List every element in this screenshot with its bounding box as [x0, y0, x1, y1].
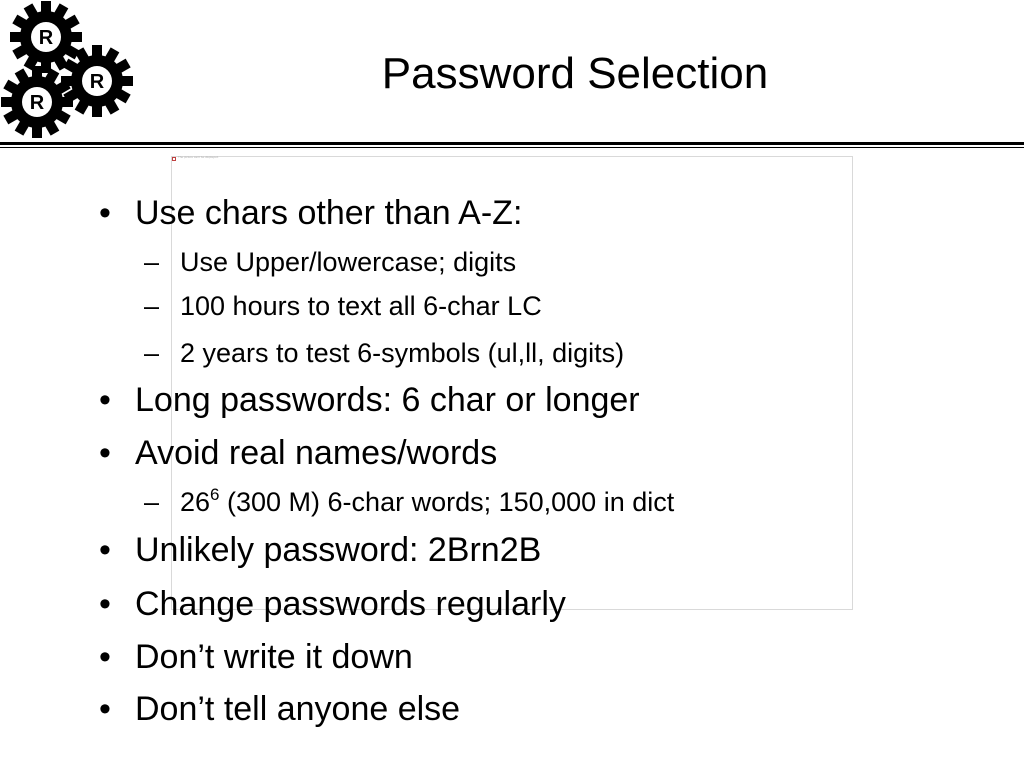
bullet-marker: •: [99, 638, 111, 676]
title-divider-thin: [0, 147, 1024, 148]
bullet-marker: •: [99, 690, 111, 728]
bullet-text: Use chars other than A-Z:: [135, 194, 523, 232]
title-divider-thick: [0, 142, 1024, 145]
gears-logo: [0, 0, 140, 140]
bullet-marker: •: [99, 381, 111, 419]
image-placeholder-caption: The picture can't be displayed.: [178, 155, 219, 159]
gear-top-letter: R: [38, 27, 54, 49]
sub-bullet-text: Use Upper/lowercase; digits: [180, 247, 517, 277]
bullet-text: Don’t tell anyone else: [135, 690, 461, 728]
sub-bullet-marker: –: [144, 247, 160, 277]
sub-bullet-text-rest: (300 M) 6-char words; 150,000 in dict: [219, 487, 675, 517]
bullet-text: Long passwords: 6 char or longer: [135, 381, 640, 419]
bullet-text: Avoid real names/words: [135, 434, 498, 472]
sub-bullet-text: [180, 486, 674, 518]
exponent: 6: [210, 485, 220, 504]
bullet-marker: •: [99, 194, 111, 232]
bullet-marker: •: [99, 585, 111, 623]
sub-bullet-marker: –: [144, 487, 160, 517]
bullet-marker: •: [99, 531, 111, 569]
sub-bullet-marker: –: [144, 338, 160, 368]
bullet-marker: •: [99, 434, 111, 472]
slide-title: Password Selection: [381, 49, 769, 98]
bullet-text: Change passwords regularly: [135, 585, 566, 623]
bullet-text: Unlikely password: 2Brn2B: [135, 531, 542, 569]
broken-image-icon: [172, 157, 176, 161]
sub-bullet-marker: –: [144, 291, 160, 321]
gear-right-letter: R: [89, 71, 105, 93]
sub-bullet-text: 2 years to test 6-symbols (ul,ll, digits): [180, 338, 625, 368]
bullet-text: Don’t write it down: [135, 638, 413, 676]
exponent-base: 26: [180, 487, 211, 517]
gear-left-letter: R: [29, 92, 45, 114]
sub-bullet-text: 100 hours to text all 6-char LC: [180, 291, 542, 321]
